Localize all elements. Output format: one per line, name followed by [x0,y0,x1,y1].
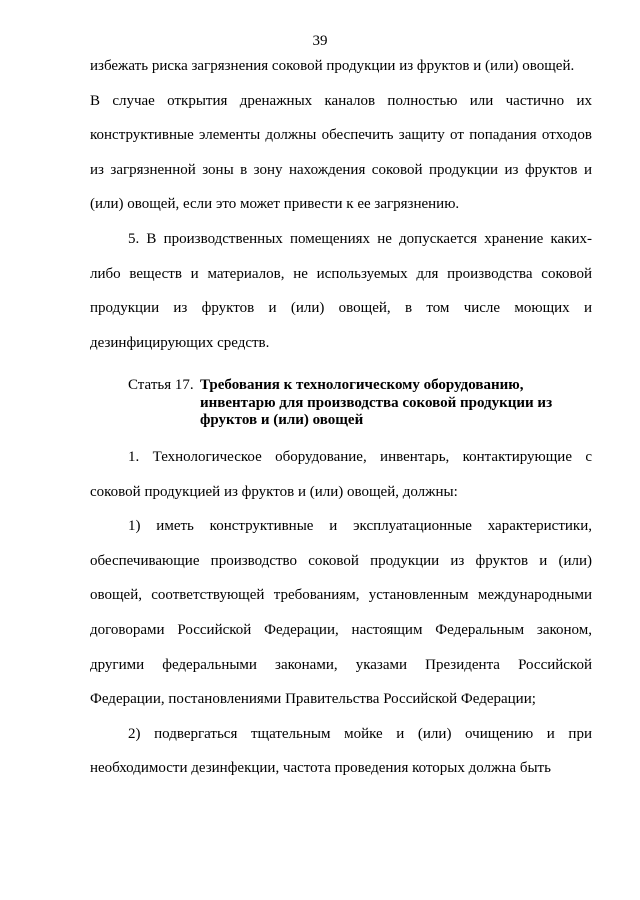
paragraph-subitem-2: 2) подвергаться тщательным мойке и (или) очищению и при необходимости дезинфекции, частота проведения которых должна быть [90,725,592,777]
article-number: Статья 17. [128,377,194,393]
paragraph-item-1: 1. Технологическое оборудование, инвентарь, контактирующие с соковой продукцией из фруктов и (или) овощей, должны: [90,449,592,500]
paragraph-subitem-1: 1) иметь конструктивные и эксплуатационные характеристики, обеспечивающие производство соковой продукции из фруктов и (или) овощей, соответствующей требованиям, установленным международными договорами Российской Федерации, настоящим Федеральным законом, другими федеральными законами, указами Президента Российской Федерации, постановлениями Правительства Российской Федерации; [90,518,592,708]
paragraph-continuation: избежать риска загрязнения соковой продукции из фруктов и (или) овощей. [90,58,575,74]
page-number: 39 [312,33,328,49]
article-title: Требования к технологическому оборудованию, инвентарю для производства соковой продукции из фруктов и (или) овощей [200,377,553,428]
paragraph-drainage-channels: В случае открытия дренажных каналов полностью или частично их конструктивные элементы должны обеспечить защиту от попадания отходов из загрязненной зоны в зону нахождения соковой продукции из фруктов и (или) овощей, если это может привести к ее загрязнению. [90,92,592,213]
text-block-upper [90,49,592,360]
article-heading [128,377,598,430]
paragraph-item-5: 5. В производственных помещениях не допускается хранение каких-либо веществ и материалов, не используемых для производства соковой продукции из фруктов и (или) овощей, в том числе моющих и дезинфицирующих средств. [90,230,592,351]
text-block-lower [90,440,592,786]
